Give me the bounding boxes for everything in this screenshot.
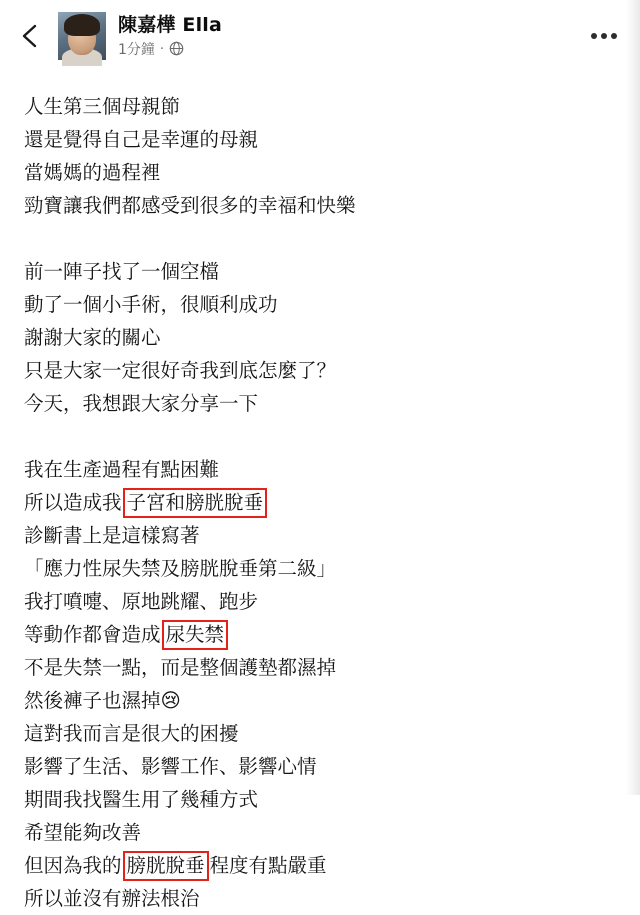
author-name[interactable]: 陳嘉樺 Ella [118, 13, 223, 36]
author-block [118, 13, 582, 60]
line-text: 當媽媽的過程裡 [24, 161, 161, 184]
line-text: 然後褲子也濕掉😢 [24, 689, 181, 712]
post-line [24, 684, 616, 717]
post-line [24, 783, 616, 816]
post-line [24, 123, 616, 156]
line-text: 影響了生活、影響工作、影響心情 [24, 755, 317, 778]
meta-separator: · [159, 42, 165, 57]
post-line [24, 552, 616, 585]
post-line [24, 717, 616, 750]
line-text: 所以並沒有辦法根治 [24, 887, 200, 910]
post-line [24, 816, 616, 849]
post-line [24, 882, 616, 915]
line-text: 等動作都會造成 [24, 623, 161, 646]
post-line [24, 750, 616, 783]
post-line [24, 585, 616, 618]
more-dot-2 [601, 33, 607, 39]
post-text [0, 72, 640, 915]
post-line [24, 849, 616, 882]
line-text: 謝謝大家的關心 [24, 326, 161, 349]
line-text: 我打噴嚏、原地跳耀、跑步 [24, 590, 259, 613]
line-text: 希望能夠改善 [24, 821, 142, 844]
line-text: 還是覺得自己是幸運的母親 [24, 128, 259, 151]
line-text: 但因為我的 [24, 854, 122, 877]
post-line [24, 255, 616, 288]
line-text: 「應力性尿失禁及膀胱脫垂第二級」 [24, 557, 337, 580]
back-button[interactable] [10, 16, 50, 56]
post-line [24, 321, 616, 354]
more-dot-1 [591, 33, 597, 39]
paragraph [24, 255, 616, 420]
post-line [24, 651, 616, 684]
post-line [24, 387, 616, 420]
paragraph [24, 453, 616, 915]
line-text: 診斷書上是這樣寫著 [24, 524, 200, 547]
line-text: 不是失禁一點，而是整個護墊都濕掉 [24, 656, 337, 679]
chevron-left-icon [19, 23, 41, 49]
line-text: 我在生產過程有點困難 [24, 458, 220, 481]
paragraph-spacer [24, 420, 616, 453]
post-timestamp[interactable]: 1分鐘 [118, 42, 155, 58]
post-line [24, 519, 616, 552]
line-text: 所以造成我 [24, 491, 122, 514]
post-line [24, 90, 616, 123]
line-text: 期間我找醫生用了幾種方式 [24, 788, 259, 811]
line-text: 動了一個小手術，很順利成功 [24, 293, 278, 316]
post-line [24, 288, 616, 321]
post-line [24, 453, 616, 486]
globe-icon[interactable] [169, 41, 184, 60]
highlighted-term: 膀胱脫垂 [123, 851, 209, 881]
paragraph [24, 90, 616, 222]
more-options-button[interactable] [582, 16, 626, 56]
post-line [24, 189, 616, 222]
post-line [24, 354, 616, 387]
post-header [0, 0, 640, 72]
line-text: 程度有點嚴重 [209, 854, 327, 877]
highlighted-term: 尿失禁 [162, 620, 229, 650]
more-dot-3 [611, 33, 617, 39]
post-meta [118, 41, 582, 60]
avatar-hair [64, 14, 100, 36]
line-text: 今天，我想跟大家分享一下 [24, 392, 259, 415]
post-line [24, 156, 616, 189]
post-line [24, 486, 616, 519]
avatar[interactable] [58, 12, 106, 60]
line-text: 前一陣子找了一個空檔 [24, 260, 220, 283]
paragraph-spacer [24, 222, 616, 255]
line-text: 這對我而言是很大的困擾 [24, 722, 239, 745]
line-text: 只是大家一定很好奇我到底怎麼了？ [24, 359, 337, 382]
post-line [24, 618, 616, 651]
line-text: 人生第三個母親節 [24, 95, 181, 118]
line-text: 勁寶讓我們都感受到很多的幸福和快樂 [24, 194, 356, 217]
highlighted-term: 子宮和膀胱脫垂 [123, 488, 268, 518]
